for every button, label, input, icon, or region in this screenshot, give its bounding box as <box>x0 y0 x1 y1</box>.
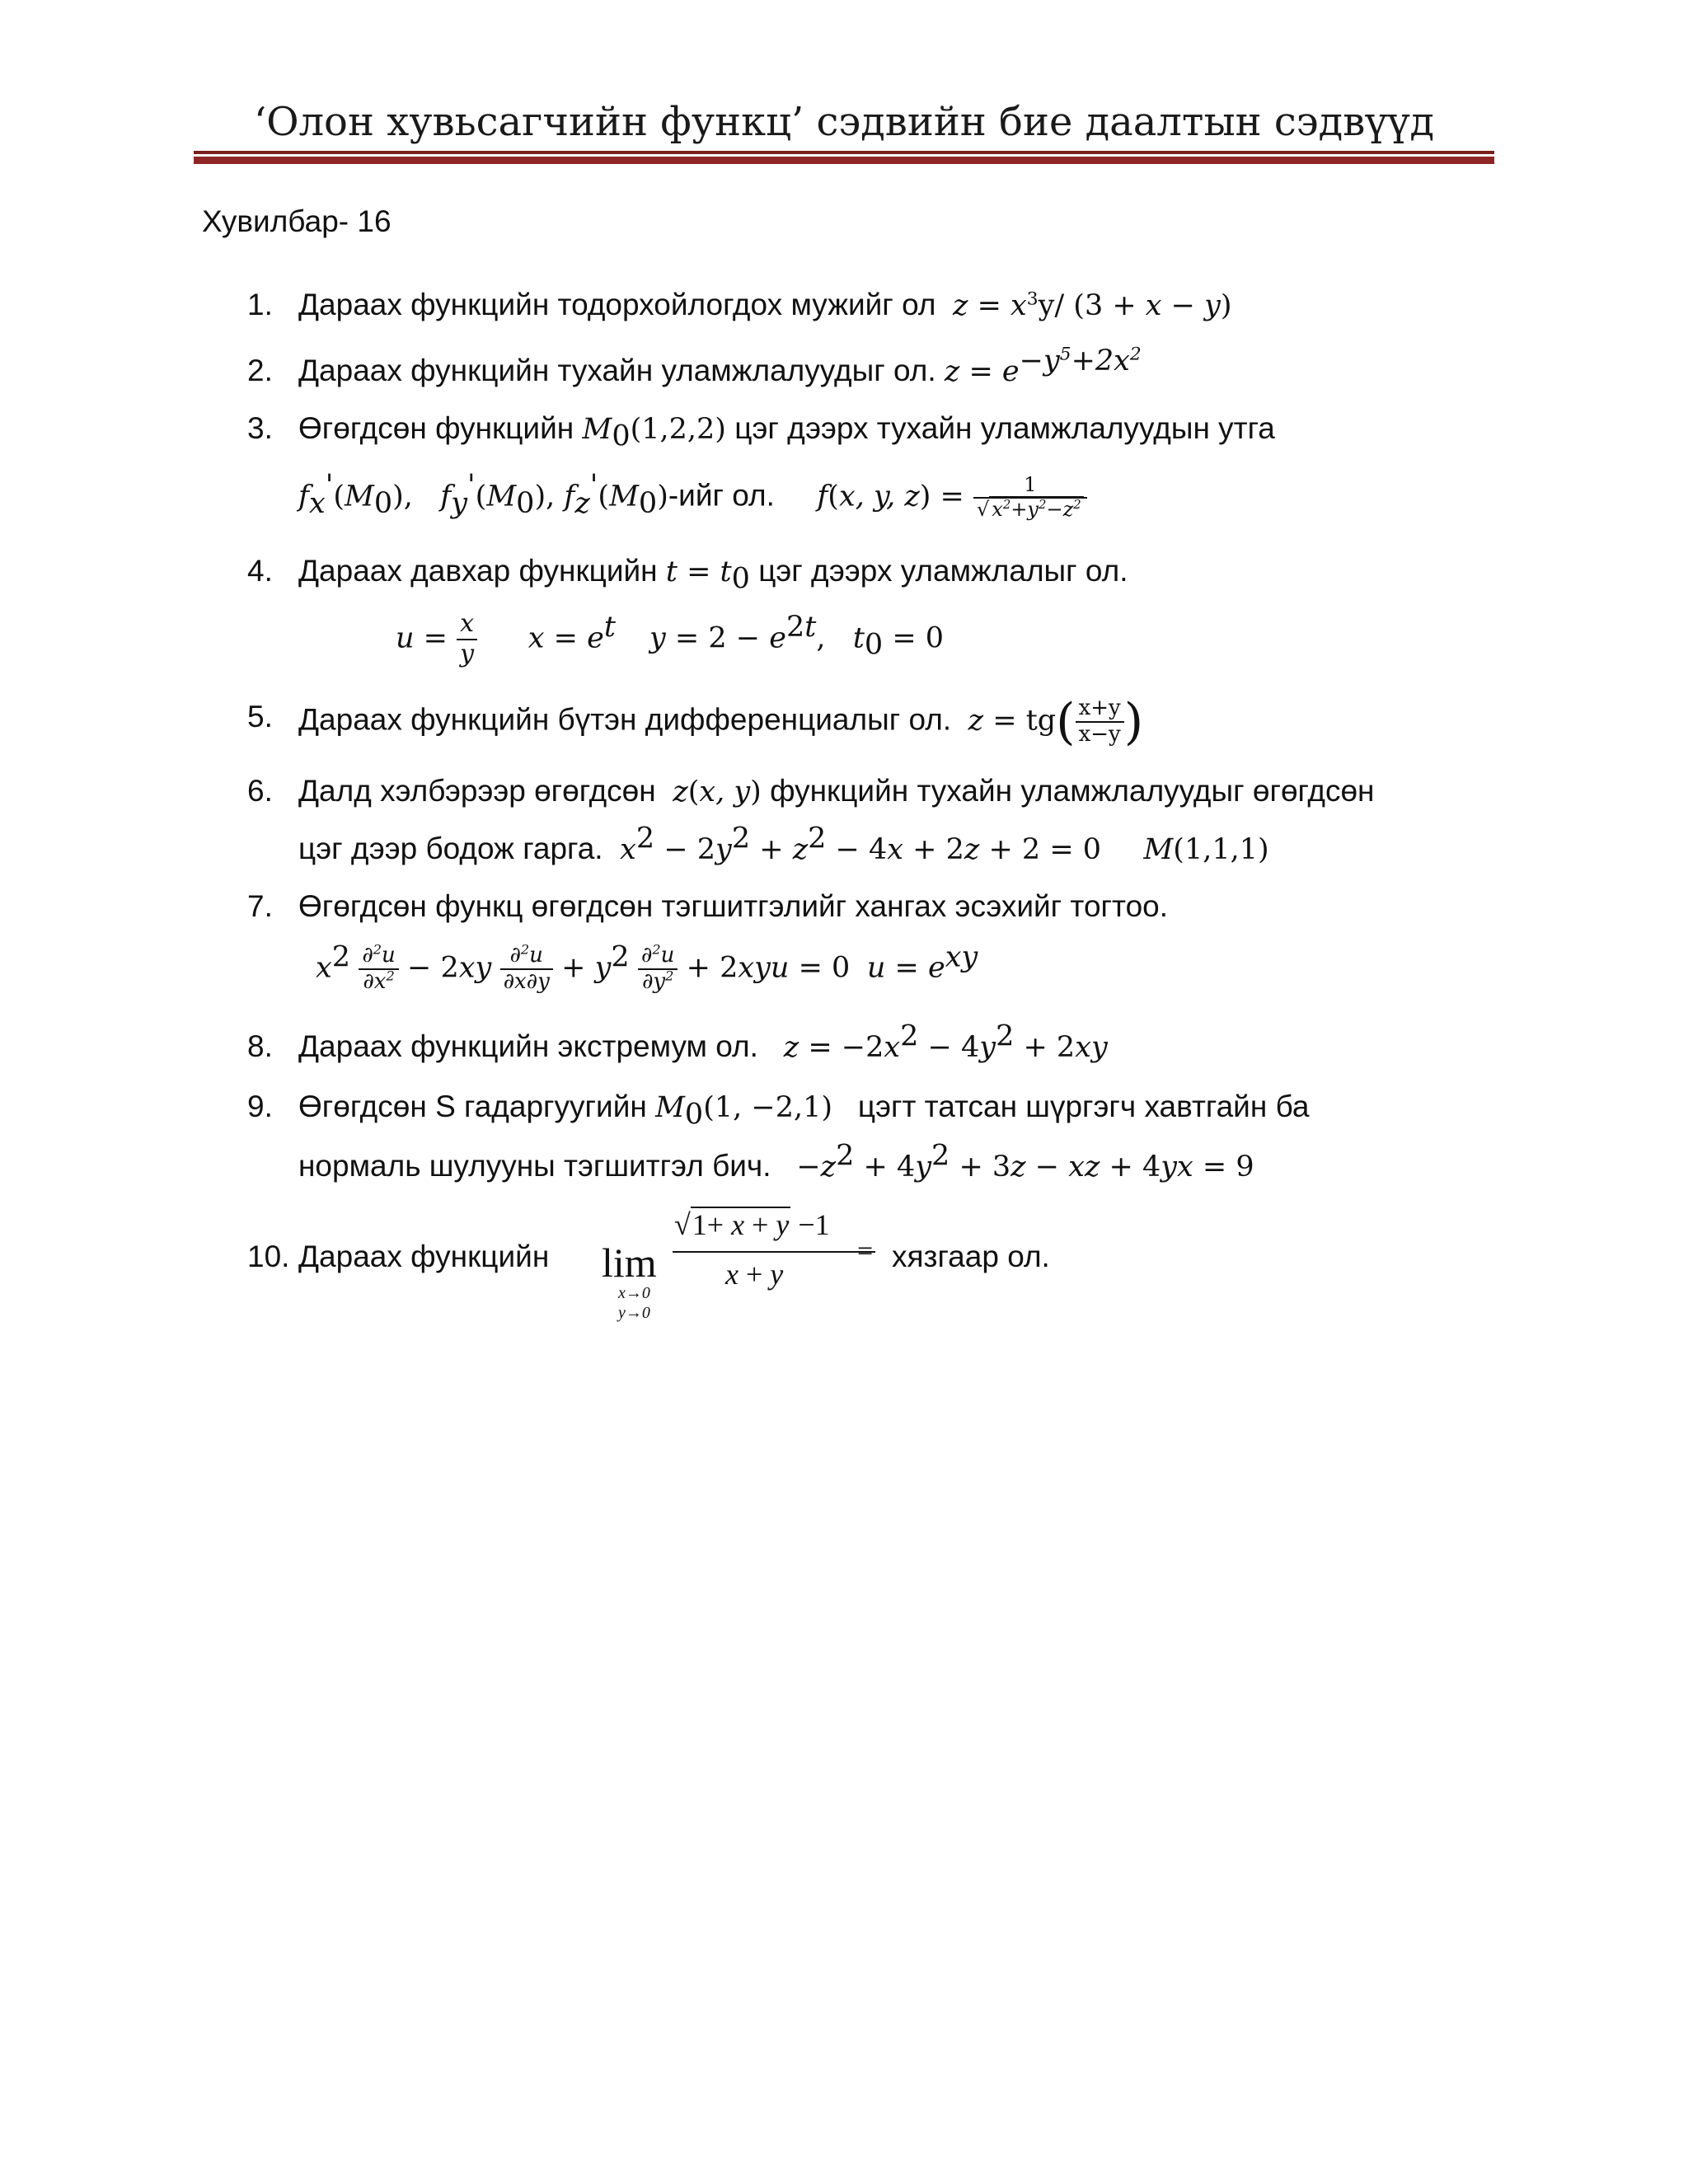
problem-5-text: Дараах функцийн бүтэн дифференциалыг ол. <box>298 702 952 737</box>
problem-7-line-a <box>298 886 1168 927</box>
problem-10-number: 10. <box>247 1240 290 1273</box>
problem-9-text-2: цэгт татсан шүргэгч хавтгайн ба <box>857 1090 1310 1123</box>
problem-3-text-3: -ийг ол. <box>668 478 775 513</box>
problem-6-text-3: цэг дээр бодож гарга. <box>298 832 603 865</box>
problem-2-formula: z <box>944 355 960 388</box>
problem-7-text: Өгөгдсөн функц өгөгдсөн тэгшитгэлийг хангах эсэхийг тогтоо. <box>298 889 1169 923</box>
problem-6-line-a: Далд хэлбэрээр өгөгдсөн z(x, y) функцийн тухайн уламжлалуудыг өгөгдсөн <box>298 774 1375 808</box>
page-title: ‘Олон хувьсагчийн функц’ сэдвийн бие даалтын сэдвүүд <box>253 99 1435 145</box>
problem-2-line: Дараах функцийн тухайн уламжлалуудыг ол. $z = e^{-y^5+2x^2}$ <box>298 344 1142 388</box>
problem-10-tail <box>892 1236 1050 1277</box>
lim-subscript: x→0 y→0 <box>618 1284 650 1322</box>
problem-1-line: Дараах функцийн тодорхойлогдох мужийг ол $z = x^3y/$ (3 + x − y) <box>298 288 1232 322</box>
problem-4-text: Дараах давхар функцийн <box>298 554 658 588</box>
problem-9-number: 9. <box>247 1090 273 1123</box>
problem-4-number: 4. <box>247 554 273 588</box>
problem-3-line-a: Өгөгдсөн функцийн $M_0(1,2,2)$ цэг дээрх тухайн уламжлалуудын утга <box>298 411 1275 453</box>
problem-6-text-2: функцийн тухайн уламжлалуудыг өгөгдсөн <box>770 774 1375 808</box>
problem-5-line: Дараах функцийн бүтэн дифференциалыг ол. z = tg( $\frac{x+y}{x-y}$ ) <box>298 692 1144 751</box>
lim-numerator: √1+ x + y −1 <box>674 1208 830 1241</box>
problem-6-number: 6. <box>247 774 273 808</box>
problem-4-line-b: u = $\frac{x}{y}$ $x = e^t$ $y = 2 - e^{2t}$, $t_0 = 0$ <box>396 609 945 668</box>
header-rule-thin <box>194 151 1494 154</box>
problem-8-number: 8. <box>247 1029 273 1063</box>
problem-8-line: Дараах функцийн экстремум ол. $z = -2x^2 - 4y^2 + 2xy$ <box>298 1019 1108 1064</box>
problem-6-text: Далд хэлбэрээр өгөгдсөн <box>298 774 656 808</box>
problem-2-text: Дараах функцийн тухайн уламжлалуудыг ол. <box>298 354 936 387</box>
problem-3-fraction: $\frac{1}{√ x^2+y^2-z^2}$ <box>973 474 1087 521</box>
problem-3-text: Өгөгдсөн функцийн <box>298 411 574 445</box>
problem-10-limit <box>602 1207 874 1331</box>
problem-2-number: 2. <box>247 354 273 387</box>
problem-9-line-a: Өгөгдсөн S гадаргуугийн $M_0(1$, −2,1) цэгт татсан шүргэгч хавтгайн ба <box>298 1090 1310 1132</box>
problem-1-text: Дараах функцийн тодорхойлогдох мужийг ол <box>298 288 936 321</box>
problem-1-formula: z <box>953 289 968 322</box>
variant-label: Хувилбар- 16 <box>202 204 392 238</box>
lim-symbol: lim <box>602 1240 657 1286</box>
lim-fraction-bar <box>673 1251 875 1253</box>
lim-equals: = <box>857 1236 874 1267</box>
problem-3-line-b: $f_x'(M_0)$, $f_y'(M_0)$, $f_z'(M_0)$-ийг ол. f(x, y, z) = $\frac{1}{√ x^2+y^2-z^2}$ <box>298 474 1087 521</box>
header-rule-thick <box>194 157 1494 164</box>
problem-10-line <box>298 1236 549 1277</box>
problem-4-line-a: Дараах давхар функцийн $t = t_0$ цэг дээрх уламжлалыг ол. <box>298 554 1128 596</box>
problem-9-text-3: нормаль шулууны тэгшитгэл бич. <box>298 1149 771 1183</box>
problem-7-line-b: $x^2$ $\frac{\partial^2u}{\partial x^2}$ − 2xy $\frac{\partial^2u}{\partial x\partial y}$ + $y^2$ $\frac{\partial^2u}{\partial y^2}$ + 2xyu = 0 $u = e^{xy}$ <box>316 940 978 994</box>
problem-10-text: Дараах функцийн <box>298 1240 550 1273</box>
problem-10-text-2: хязгаар ол. <box>892 1240 1050 1273</box>
problem-6-line-b: цэг дээр бодож гарга. $x^2 - 2y^2 + z^2 - 4x + 2z + 2 = 0$ M(1,1,1) <box>298 822 1269 866</box>
problem-4-text-2: цэг дээрх уламжлалыг ол. <box>758 554 1128 588</box>
problem-1-number: 1. <box>247 288 273 321</box>
problem-8-text: Дараах функцийн экстремум ол. <box>298 1029 758 1063</box>
problem-3-text-2: цэг дээрх тухайн уламжлалуудын утга <box>734 411 1275 445</box>
problem-9-text: Өгөгдсөн S гадаргуугийн <box>298 1090 647 1123</box>
problem-9-line-b: нормаль шулууны тэгшитгэл бич. $-z^2 + 4y^2 + 3z$ − xz + 4yx = 9 <box>298 1139 1254 1183</box>
problem-3-number: 3. <box>247 411 273 445</box>
problem-7-number: 7. <box>247 889 273 923</box>
problem-5-number: 5. <box>247 700 273 733</box>
lim-denominator: x + y <box>725 1258 784 1291</box>
